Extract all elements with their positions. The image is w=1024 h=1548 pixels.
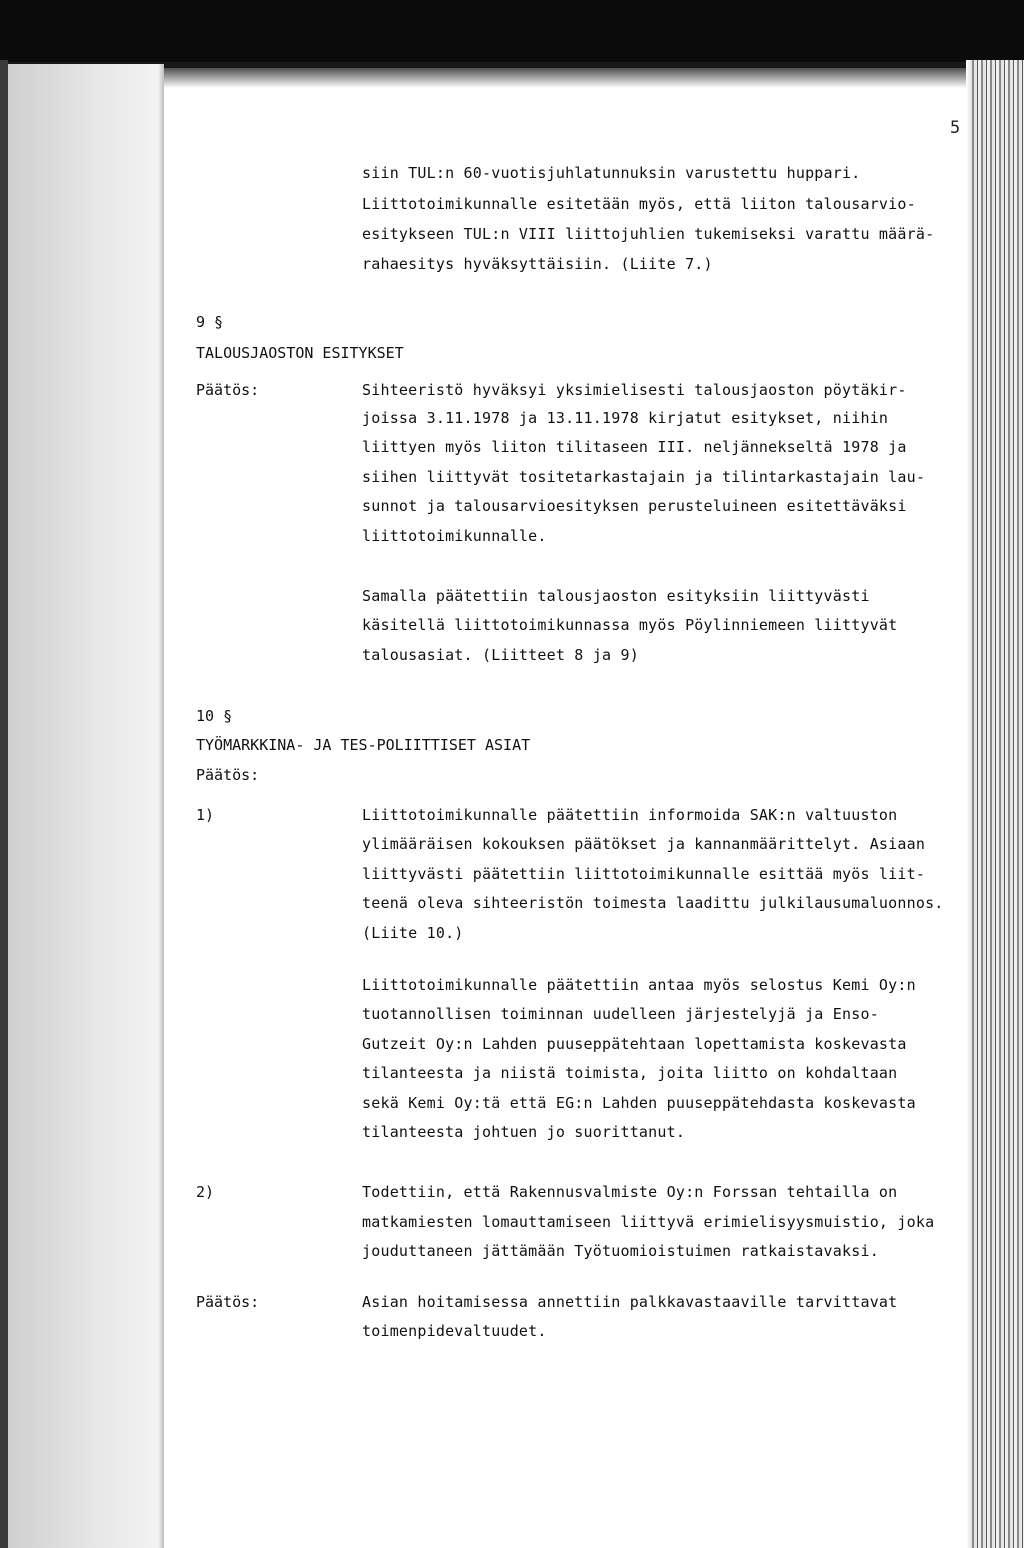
text-line: esitykseen TUL:n VIII liittojuhlien tukemiseksi varattu määrä- bbox=[362, 225, 935, 243]
decision-label: Päätös: bbox=[196, 381, 260, 399]
decision-label: Päätös: bbox=[196, 1293, 260, 1311]
page-stack-edge bbox=[972, 60, 1024, 1548]
text-line: rahaesitys hyväksyttäisiin. (Liite 7.) bbox=[362, 255, 713, 273]
facing-page-fold bbox=[158, 64, 164, 1548]
text-line: liittotoimikunnalle. bbox=[362, 527, 547, 545]
facing-page-edge bbox=[8, 64, 163, 1548]
text-line: liittyen myös liiton tilitaseen III. neljännekseltä 1978 ja bbox=[362, 438, 907, 456]
text-line: tilanteesta johtuen jo suorittanut. bbox=[362, 1123, 686, 1141]
text-line: teenä oleva sihteeristön toimesta laadittu julkilausumaluonnos. bbox=[362, 894, 944, 912]
text-line: talousasiat. (Liitteet 8 ja 9) bbox=[362, 646, 639, 664]
text-line: tilanteesta ja niistä toimista, joita liitto on kohdaltaan bbox=[362, 1064, 898, 1082]
page-number: 5 bbox=[950, 118, 961, 138]
text-line: ylimääräisen kokouksen päätökset ja kannanmäärittelyt. Asiaan bbox=[362, 835, 926, 853]
text-line: liittyvästi päätettiin liittotoimikunnalle esittää myös liit- bbox=[362, 865, 926, 883]
text-line: Liittotoimikunnalle päätettiin informoida SAK:n valtuuston bbox=[362, 806, 898, 824]
decision-label: Päätös: bbox=[196, 766, 260, 784]
section-number: 9 § bbox=[196, 313, 224, 331]
text-line: Samalla päätettiin talousjaoston esityksiin liittyvästi bbox=[362, 587, 870, 605]
scan-left-strip bbox=[0, 60, 8, 1548]
item-number: 1) bbox=[196, 806, 215, 824]
section-heading: TALOUSJAOSTON ESITYKSET bbox=[196, 344, 404, 362]
text-line: Gutzeit Oy:n Lahden puuseppätehtaan lopettamista koskevasta bbox=[362, 1035, 907, 1053]
text-line: siihen liittyvät tositetarkastajain ja tilintarkastajain lau- bbox=[362, 468, 926, 486]
text-line: Liittotoimikunnalle päätettiin antaa myös selostus Kemi Oy:n bbox=[362, 976, 916, 994]
scan-top-band bbox=[0, 0, 1024, 68]
item-number: 2) bbox=[196, 1183, 215, 1201]
text-line: sunnot ja talousarvioesityksen perusteluineen esitettäväksi bbox=[362, 497, 907, 515]
section-heading: TYÖMARKKINA- JA TES-POLIITTISET ASIAT bbox=[196, 736, 531, 754]
text-line: (Liite 10.) bbox=[362, 924, 464, 942]
text-line: joissa 3.11.1978 ja 13.11.1978 kirjatut esitykset, niihin bbox=[362, 409, 889, 427]
text-line: Liittotoimikunnalle esitetään myös, että liiton talousarvio- bbox=[362, 195, 916, 213]
section-number: 10 § bbox=[196, 707, 233, 725]
text-line: matkamiesten lomauttamiseen liittyvä erimielisyysmuistio, joka bbox=[362, 1213, 935, 1231]
text-line: Asian hoitamisessa annettiin palkkavastaaville tarvittavat bbox=[362, 1293, 898, 1311]
text-line: Sihteeristö hyväksyi yksimielisesti talousjaoston pöytäkir- bbox=[362, 381, 907, 399]
text-line: jouduttaneen jättämään Työtuomioistuimen ratkaistavaksi. bbox=[362, 1242, 879, 1260]
text-line: siin TUL:n 60-vuotisjuhlatunnuksin varustettu huppari. bbox=[362, 164, 861, 182]
text-line: toimenpidevaltuudet. bbox=[362, 1322, 547, 1340]
text-line: käsitellä liittotoimikunnassa myös Pöylinniemeen liittyvät bbox=[362, 616, 898, 634]
text-line: Todettiin, että Rakennusvalmiste Oy:n Forssan tehtailla on bbox=[362, 1183, 898, 1201]
text-line: sekä Kemi Oy:tä että EG:n Lahden puuseppätehdasta koskevasta bbox=[362, 1094, 916, 1112]
text-line: tuotannollisen toiminnan uudelleen järjestelyjä ja Enso- bbox=[362, 1005, 879, 1023]
